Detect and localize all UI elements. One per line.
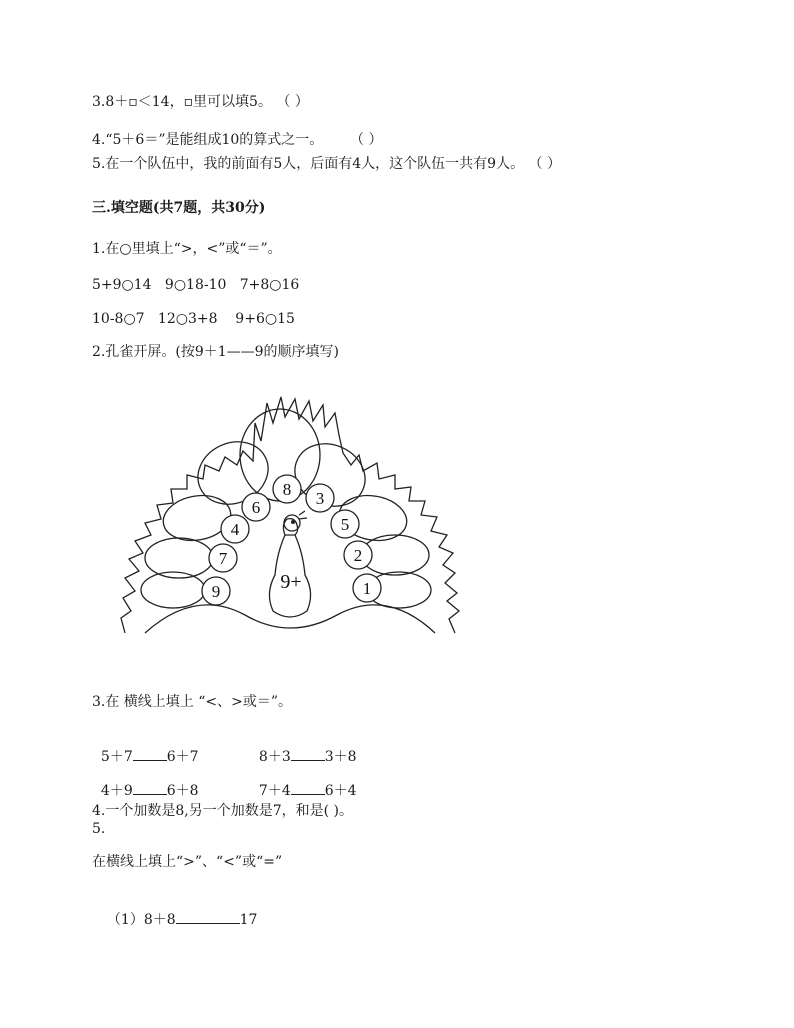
comparison-left: 4＋9 bbox=[100, 783, 133, 799]
section-heading: 三.填空题(共7题，共30分) bbox=[92, 200, 266, 216]
fill-question-3-prompt: 3.在 横线上填上 “<、>或＝”。 bbox=[92, 694, 293, 710]
feather-number: 1 bbox=[362, 579, 372, 598]
comparison-right: 3＋8 bbox=[324, 749, 357, 765]
fill-question-4: 4.一个加数是8,另一个加数是7，和是( )。 bbox=[92, 803, 353, 819]
feather-number: 4 bbox=[230, 520, 240, 539]
comparison-left: 8＋3 bbox=[258, 749, 291, 765]
feather-number: 7 bbox=[218, 549, 228, 568]
fill-question-5-prompt: 在横线上填上“>”、“<”或“=” bbox=[92, 854, 283, 870]
feather-number: 2 bbox=[353, 546, 363, 565]
comparison-right: 6＋7 bbox=[166, 749, 199, 765]
feather-number: 9 bbox=[211, 582, 221, 601]
question-5-true-false: 5.在一个队伍中，我的前面有5人，后面有4人，这个队伍一共有9人。 （ ） bbox=[92, 156, 561, 172]
fill-question-1-row-1: 5+9○14 9○18-10 7+8○16 bbox=[92, 277, 300, 293]
comparison-right: 6＋8 bbox=[166, 783, 199, 799]
question-3-true-false: 3.8＋▫＜14，▫里可以填5。 （ ） bbox=[92, 94, 309, 110]
feather-number: 3 bbox=[315, 489, 325, 508]
feather-number: 8 bbox=[282, 480, 292, 499]
answer-blank[interactable] bbox=[291, 760, 325, 761]
fill-question-2-prompt: 2.孔雀开屏。(按9＋1——9的顺序填写) bbox=[92, 344, 340, 360]
answer-blank[interactable] bbox=[176, 923, 240, 924]
comparison-left: 5＋7 bbox=[100, 749, 133, 765]
feather-number: 5 bbox=[340, 515, 350, 534]
feather-number: 6 bbox=[251, 498, 261, 517]
item-expression: （1）8＋8 bbox=[106, 912, 176, 928]
comparison-c bbox=[92, 764, 199, 800]
answer-blank[interactable] bbox=[291, 794, 325, 795]
fill-question-5-item-1 bbox=[98, 893, 257, 929]
question-4-true-false: 4.“5＋6＝”是能组成10的算式之一。 （ ） bbox=[92, 132, 383, 148]
comparison-a bbox=[92, 730, 199, 766]
comparison-right: 6＋4 bbox=[324, 783, 357, 799]
fill-question-1-prompt: 1.在○里填上“>，<”或“＝”。 bbox=[92, 241, 282, 257]
fill-question-5-number: 5. bbox=[92, 821, 106, 837]
fill-question-1-row-2: 10-8○7 12○3+8 9+6○15 bbox=[92, 311, 295, 327]
answer-blank[interactable] bbox=[133, 794, 167, 795]
comparison-d bbox=[250, 764, 357, 800]
comparison-left: 7＋4 bbox=[258, 783, 291, 799]
item-value: 17 bbox=[239, 912, 258, 928]
peacock-body-label: 9+ bbox=[280, 571, 302, 593]
comparison-b bbox=[250, 730, 357, 766]
answer-blank[interactable] bbox=[133, 760, 167, 761]
peacock-illustration bbox=[115, 383, 465, 645]
